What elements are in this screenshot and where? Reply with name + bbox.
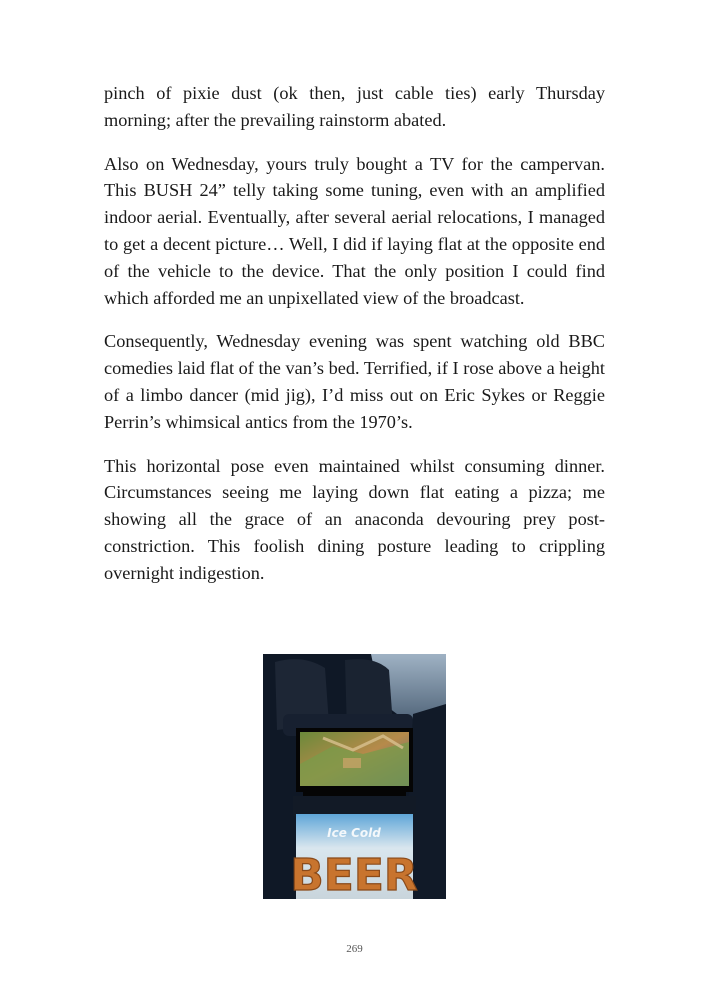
paragraph-3: Consequently, Wednesday evening was spent watching old BBC comedies laid flat of the van’s bed. Terrified, if I rose above a height of a limbo dancer (mid jig), I’d miss out on Eric Sykes or Reggie Perrin’s whimsical antics from the 1970’s. — [104, 331, 605, 432]
tv-stand — [303, 792, 406, 796]
sign-main-text: BEER — [290, 850, 418, 899]
sign-top-text: Ice Cold — [327, 826, 381, 840]
page-body — [104, 80, 605, 604]
cabinet — [293, 796, 416, 816]
paragraph-4: This horizontal pose even maintained whilst consuming dinner. Circumstances seeing me laying down flat eating a pizza; me showing all the grace of an anaconda devouring prey post-constriction. This foolish dining posture leading to crippling overnight indigestion. — [104, 455, 605, 583]
campervan-tv-photo — [263, 654, 446, 899]
paragraph-2: Also on Wednesday, yours truly bought a TV for the campervan. This BUSH 24” telly taking some tuning, even with an amplified indoor aerial. Eventually, after several aerial relocations, I managed to get a decent picture… Well, I did if laying flat at the opposite end of the vehicle to the device. That the only position I could find which afforded me an unpixellated view of the broadcast. — [104, 153, 605, 308]
page-number: 269 — [346, 943, 363, 955]
paragraph-1: pinch of pixie dust (ok then, just cable ties) early Thursday morning; after the prevailing rainstorm abated. — [104, 83, 605, 130]
